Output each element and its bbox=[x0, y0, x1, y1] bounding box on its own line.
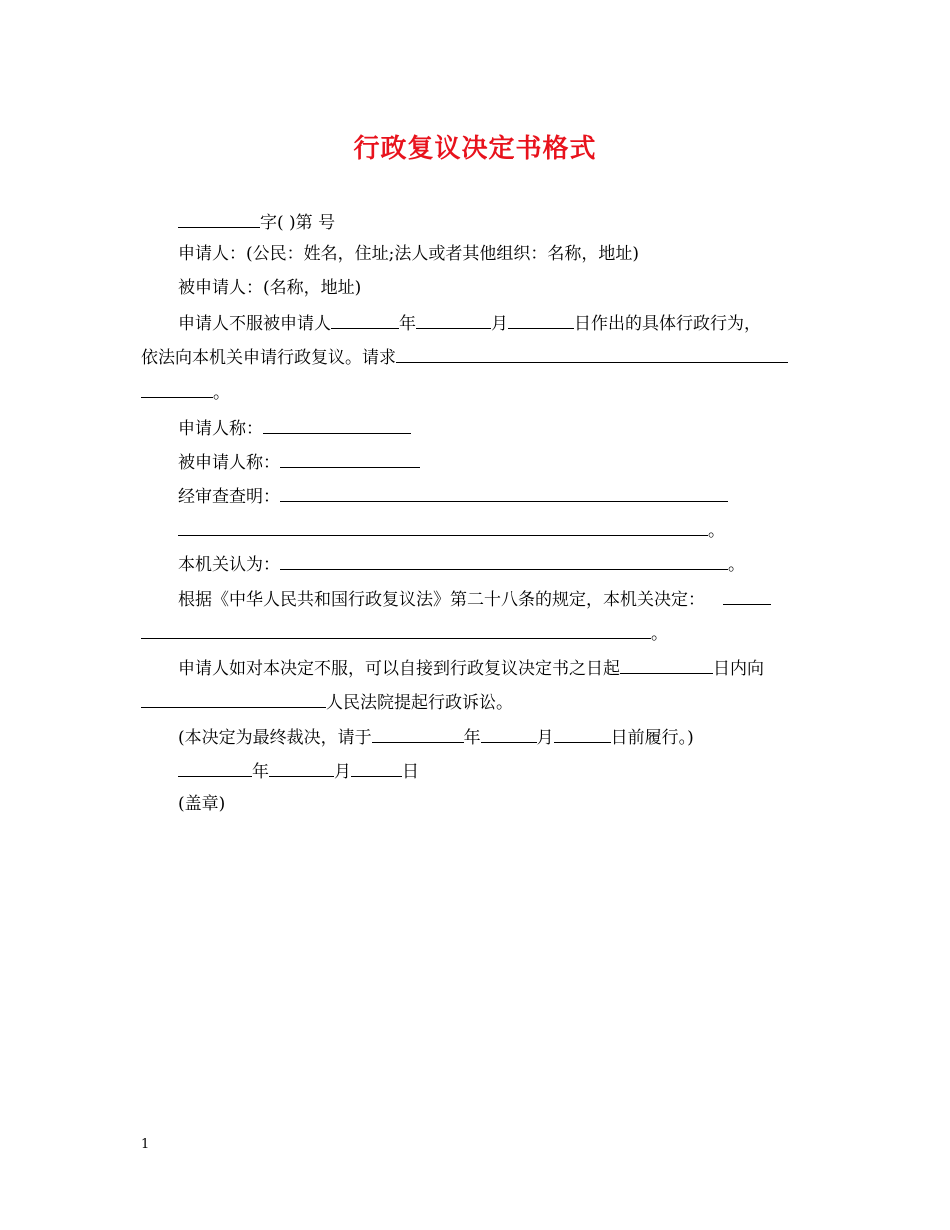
doc-number-line bbox=[178, 210, 335, 234]
document-title: 行政复议决定书格式 bbox=[353, 134, 597, 164]
appeal-line-2 bbox=[141, 690, 513, 714]
blank bbox=[723, 587, 771, 605]
blank bbox=[508, 311, 574, 329]
applicant-claim-line bbox=[178, 416, 411, 440]
blank bbox=[141, 380, 213, 398]
text: 月 bbox=[334, 762, 351, 782]
blank bbox=[280, 450, 420, 468]
blank bbox=[141, 690, 326, 708]
basis-line-2 bbox=[141, 621, 668, 645]
text: 。 bbox=[213, 383, 230, 403]
found-line-2 bbox=[178, 518, 725, 542]
text: 年 bbox=[399, 314, 416, 334]
text: 。 bbox=[651, 624, 668, 644]
doc-number-text: 字( )第 号 bbox=[260, 213, 336, 233]
blank bbox=[351, 759, 402, 777]
text: 依法向本机关申请行政复议。请求 bbox=[141, 348, 396, 368]
text: 日前履行。) bbox=[610, 728, 694, 748]
text: 申请人不服被申请人 bbox=[178, 314, 331, 334]
blank bbox=[269, 759, 334, 777]
respondent-claim-line bbox=[178, 450, 420, 474]
applicant-line: 申请人：(公民：姓名，住址;法人或者其他组织：名称，地址) bbox=[178, 244, 639, 264]
date-line bbox=[178, 759, 419, 783]
blank bbox=[178, 518, 708, 536]
seal-line: (盖章) bbox=[178, 794, 226, 814]
text: 。 bbox=[728, 555, 745, 575]
text: 月 bbox=[536, 728, 554, 748]
text: 年 bbox=[252, 762, 269, 782]
blank bbox=[280, 484, 728, 502]
text: 根据《中华人民共和国行政复议法》第二十八条的规定，本机关决定： bbox=[178, 590, 705, 610]
opinion-line bbox=[178, 552, 745, 576]
blank bbox=[178, 210, 260, 228]
text: 本机关认为： bbox=[178, 555, 280, 575]
blank bbox=[141, 621, 651, 639]
text: 人民法院提起行政诉讼。 bbox=[326, 693, 513, 713]
blank bbox=[416, 311, 491, 329]
blank bbox=[554, 725, 611, 743]
blank bbox=[396, 345, 788, 363]
blank bbox=[620, 656, 713, 674]
page-number: 1 bbox=[141, 1137, 150, 1152]
request-line-2 bbox=[141, 345, 788, 369]
text: 年 bbox=[463, 728, 481, 748]
text: 日作出的具体行政行为， bbox=[574, 314, 761, 334]
text: 申请人称： bbox=[178, 419, 263, 439]
request-line-3 bbox=[141, 380, 230, 404]
blank bbox=[178, 759, 252, 777]
text: 申请人如对本决定不服，可以自接到行政复议决定书之日起 bbox=[178, 659, 620, 679]
request-line-1 bbox=[178, 311, 761, 335]
respondent-line: 被申请人：(名称，地址) bbox=[178, 278, 362, 298]
text: 被申请人称： bbox=[178, 453, 280, 473]
blank bbox=[481, 725, 537, 743]
text: 月 bbox=[491, 314, 508, 334]
text: 经审查查明： bbox=[178, 487, 280, 507]
final-ruling-line bbox=[178, 725, 694, 749]
basis-line-1 bbox=[178, 587, 771, 611]
blank bbox=[280, 552, 728, 570]
text: 日 bbox=[402, 762, 419, 782]
text: (本决定为最终裁决，请于 bbox=[178, 728, 372, 748]
found-line-1 bbox=[178, 484, 728, 508]
blank bbox=[372, 725, 464, 743]
text: 日内向 bbox=[713, 659, 764, 679]
appeal-line-1 bbox=[178, 656, 764, 680]
blank bbox=[263, 416, 411, 434]
text: 。 bbox=[708, 521, 725, 541]
blank bbox=[331, 311, 399, 329]
